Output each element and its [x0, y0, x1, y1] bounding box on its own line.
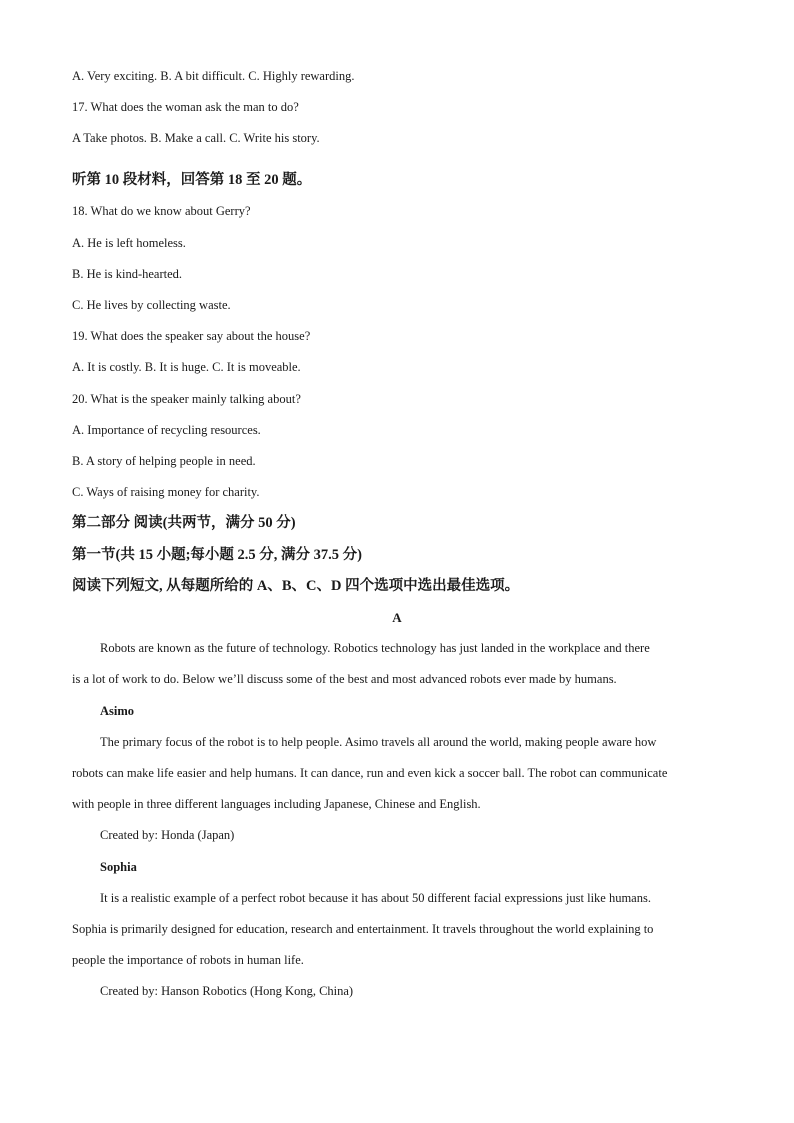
q20-option-c: C. Ways of raising money for charity. [72, 485, 260, 499]
q18-question: 18. What do we know about Gerry? [72, 204, 251, 218]
passage-label: A [392, 610, 402, 625]
q20-option-a: A. Importance of recycling resources. [72, 423, 261, 437]
section1-heading: 第一节(共 15 小题;每小题 2.5 分, 满分 37.5 分) [72, 547, 362, 563]
part2-heading: 第二部分 阅读(共两节，满分 50 分) [72, 515, 296, 531]
sophia-title: Sophia [100, 860, 137, 874]
q20-option-b: B. A story of helping people in need. [72, 454, 256, 468]
q18-option-c: C. He lives by collecting waste. [72, 298, 231, 312]
intro-line-1: Robots are known as the future of technology. Robotics technology has just landed in the workplace and there [100, 641, 650, 655]
asimo-creator: Created by: Honda (Japan) [100, 828, 235, 842]
q18-option-a: A. He is left homeless. [72, 236, 186, 250]
sophia-creator: Created by: Hanson Robotics (Hong Kong, China) [100, 984, 354, 998]
q20-question: 20. What is the speaker mainly talking about? [72, 392, 301, 406]
asimo-line-2: robots can make life easier and help humans. It can dance, run and even kick a soccer ball. The robot can communicate [72, 766, 668, 780]
asimo-title: Asimo [100, 704, 135, 718]
instructions: 阅读下列短文, 从每题所给的 A、B、C、D 四个选项中选出最佳选项。 [72, 578, 520, 594]
asimo-line-3: with people in three different languages including Japanese, Chinese and English. [72, 797, 481, 811]
sophia-line-1: It is a realistic example of a perfect robot because it has about 50 different facial expressions just like humans. [100, 891, 651, 905]
q19-options: A. It is costly. B. It is huge. C. It is moveable. [72, 360, 301, 374]
intro-line-2: is a lot of work to do. Below we’ll discuss some of the best and most advanced robots ever made by humans. [72, 672, 617, 686]
asimo-line-1: The primary focus of the robot is to help people. Asimo travels all around the world, making people aware how [100, 735, 657, 749]
section10-heading: 听第 10 段材料，回答第 18 至 20 题。 [72, 172, 312, 188]
q16-options: A. Very exciting. B. A bit difficult. C. Highly rewarding. [72, 69, 355, 83]
q17-question: 17. What does the woman ask the man to do? [72, 100, 299, 114]
q18-option-b: B. He is kind-hearted. [72, 267, 183, 281]
sophia-line-3: people the importance of robots in human life. [72, 953, 304, 967]
sophia-line-2: Sophia is primarily designed for education, research and entertainment. It travels throughout the world explaining to [72, 922, 654, 936]
q17-options: A Take photos. B. Make a call. C. Write his story. [72, 131, 320, 145]
q19-question: 19. What does the speaker say about the house? [72, 329, 311, 343]
